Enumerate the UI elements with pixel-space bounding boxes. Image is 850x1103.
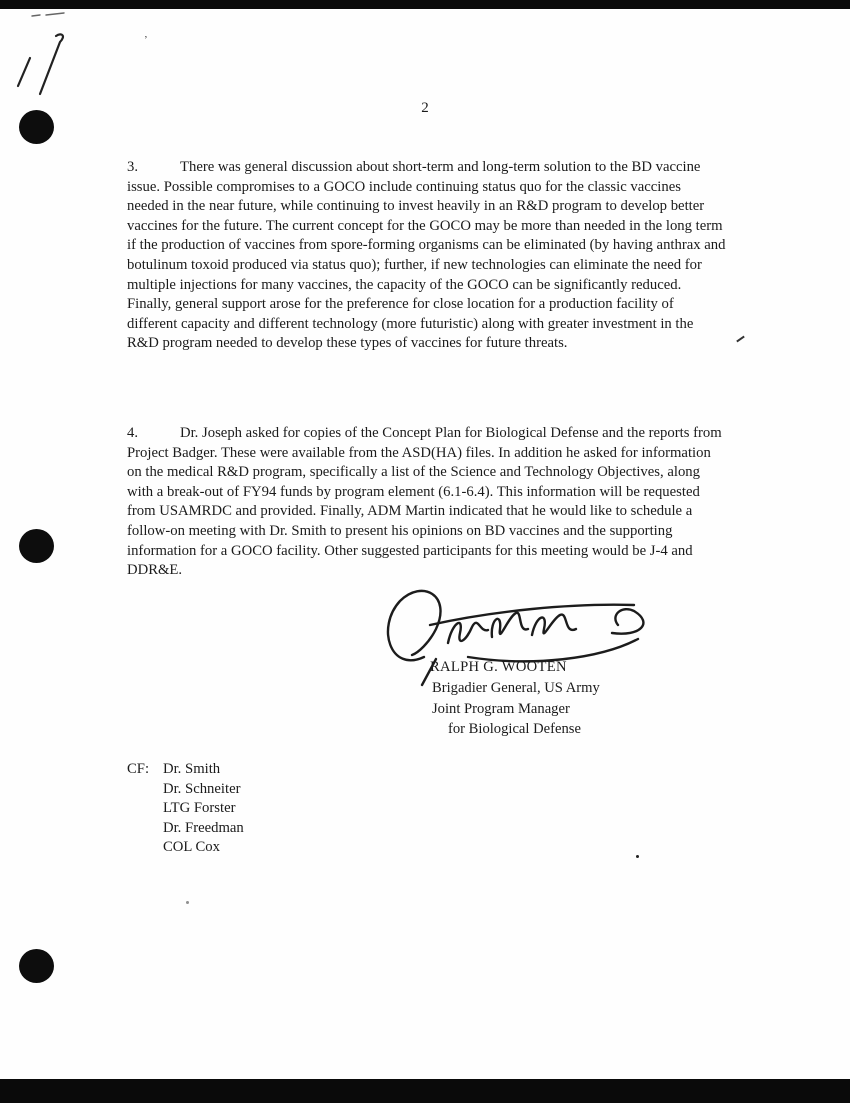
cf-list <box>127 760 244 858</box>
paragraph-number: 4. <box>127 425 139 441</box>
scan-edge-bar-bottom <box>0 1079 850 1103</box>
paragraph-4 <box>127 424 726 581</box>
stray-mark <box>736 336 745 343</box>
stray-mark <box>636 855 639 858</box>
scan-edge-bar-top <box>0 0 850 9</box>
cf-name: COL Cox <box>163 839 220 856</box>
signature-title-2: Joint Program Manager <box>432 701 570 717</box>
paragraph-number: 3. <box>127 159 139 175</box>
hole-punch-dot <box>19 949 54 983</box>
cf-name: Dr. Schneiter <box>163 780 241 797</box>
stray-mark: ’ <box>144 34 148 46</box>
pen-mark <box>10 6 82 106</box>
signature-title-1: Brigadier General, US Army <box>432 680 600 696</box>
cf-names <box>163 760 244 858</box>
handwritten-signature <box>372 585 672 695</box>
paragraph-text: There was general discussion about short-term and long-term solution to the BD vaccine issue. Possible compromises to a GOCO include continuing status quo for the classic vaccines needed in the near future, while continuing to invest heavily in an R&D program to develop better vaccines for the future. The current concept for the GOCO may be more than needed in the long term if the production of vaccines from spore-forming organisms can be eliminated (by having anthrax and botulinum toxoid produced via status quo); further, if new technologies can eliminate the need for multiple injections for many vaccines, the capacity of the GOCO can be significantly reduced. Finally, general support arose for the preference for close location for a production facility of different capacity and different technology (more futuristic) along with greater investment in the R&D program needed to develop these types of vaccines for future threats. <box>127 159 726 352</box>
paragraph-3 <box>127 158 726 354</box>
stray-mark <box>186 901 189 904</box>
cf-label: CF: <box>127 761 150 777</box>
hole-punch-dot <box>19 529 54 563</box>
page-number: 2 <box>421 100 429 116</box>
paragraph-text: Dr. Joseph asked for copies of the Concept Plan for Biological Defense and the reports from Project Badger. These were available from the ASD(HA) files. In addition he asked for information on the medical R&D program, specifically a list of the Science and Technology Objectives, along with a break-out of FY94 funds by program element (6.1-6.4). This information will be requested from USAMRDC and provided. Finally, ADM Martin indicated that he would like to schedule a follow-on meeting with Dr. Smith to present his opinions on BD vaccines and the supporting information for a GOCO facility. Other suggested participants for this meeting would be J-4 and DDR&E. <box>127 425 722 579</box>
cf-name: Dr. Smith <box>163 761 221 777</box>
signature-title-3: for Biological Defense <box>448 721 581 737</box>
cf-name: Dr. Freedman <box>163 819 244 836</box>
signature-name: RALPH G. WOOTEN <box>430 659 567 675</box>
cf-name: LTG Forster <box>163 800 236 817</box>
